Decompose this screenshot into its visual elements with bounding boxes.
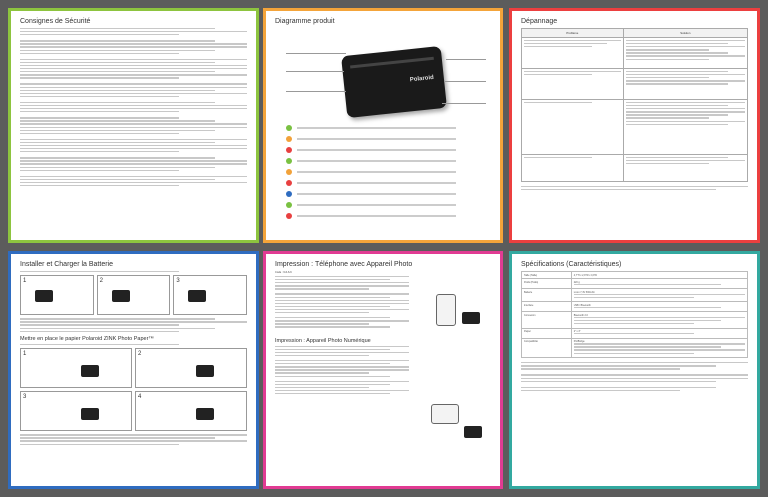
safety-title: Consignes de Sécurité xyxy=(20,18,91,25)
col-solution: Solution xyxy=(623,29,747,38)
paper-title: Mettre en place le papier Polaroid ZINK Photo Paper™ xyxy=(20,335,154,342)
paper-steps xyxy=(20,348,247,431)
printer-small-image-2 xyxy=(464,426,482,438)
troubleshoot-title: Dépannage xyxy=(521,18,558,25)
safety-text-block xyxy=(20,28,247,186)
troubleshoot-panel xyxy=(509,8,760,243)
camera-image xyxy=(431,404,459,424)
troubleshoot-table xyxy=(521,28,748,182)
table-row xyxy=(522,155,748,182)
paper-step-2: 2 xyxy=(135,348,247,388)
table-row: Papier 2" x 3" xyxy=(522,328,748,338)
table-row: Compatibilité PictBridge xyxy=(522,338,748,357)
print-code: Code : 6-6-6-6 xyxy=(275,271,292,274)
safety-panel xyxy=(8,8,259,243)
diagram-title: Diagramme produit xyxy=(275,18,335,25)
battery-step-1: 1 xyxy=(20,275,94,315)
led-legend xyxy=(286,123,486,233)
camera-print-title: Impression : Appareil Photo Numérique xyxy=(275,337,371,344)
paper-step-1: 1 xyxy=(20,348,132,388)
printer-small-image xyxy=(462,312,480,324)
print-panel xyxy=(263,251,503,489)
battery-step-3: 3 xyxy=(173,275,247,315)
table-row: Interface USB / Bluetooth xyxy=(522,302,748,312)
table-row: Taille (Taille) 4,7"H x 2,9"W x 0,9"D xyxy=(522,272,748,279)
paper-step-3: 3 xyxy=(20,391,132,431)
phone-image xyxy=(436,294,456,326)
table-row: Batterie Li-ion 7,4V 500mAh xyxy=(522,289,748,302)
table-row xyxy=(522,100,748,155)
battery-step-2: 2 xyxy=(97,275,171,315)
table-row: Connexion Bluetooth 2.0 xyxy=(522,312,748,328)
table-row xyxy=(522,38,748,69)
col-problem: Problème xyxy=(522,29,624,38)
battery-panel xyxy=(8,251,259,489)
print-title: Impression : Téléphone avec Appareil Photo xyxy=(275,261,413,268)
table-row xyxy=(522,69,748,100)
printer-image xyxy=(341,46,447,118)
specs-panel xyxy=(509,251,760,489)
table-row: Poids (Poids) 220 g xyxy=(522,279,748,289)
paper-step-4: 4 xyxy=(135,391,247,431)
specs-title: Spécifications (Caractéristiques) xyxy=(521,261,622,268)
battery-steps xyxy=(20,275,247,315)
printer-logo: Polaroid xyxy=(409,74,435,84)
battery-title: Installer et Charger la Batterie xyxy=(20,261,113,268)
diagram-panel xyxy=(263,8,503,243)
specs-table xyxy=(521,271,748,358)
